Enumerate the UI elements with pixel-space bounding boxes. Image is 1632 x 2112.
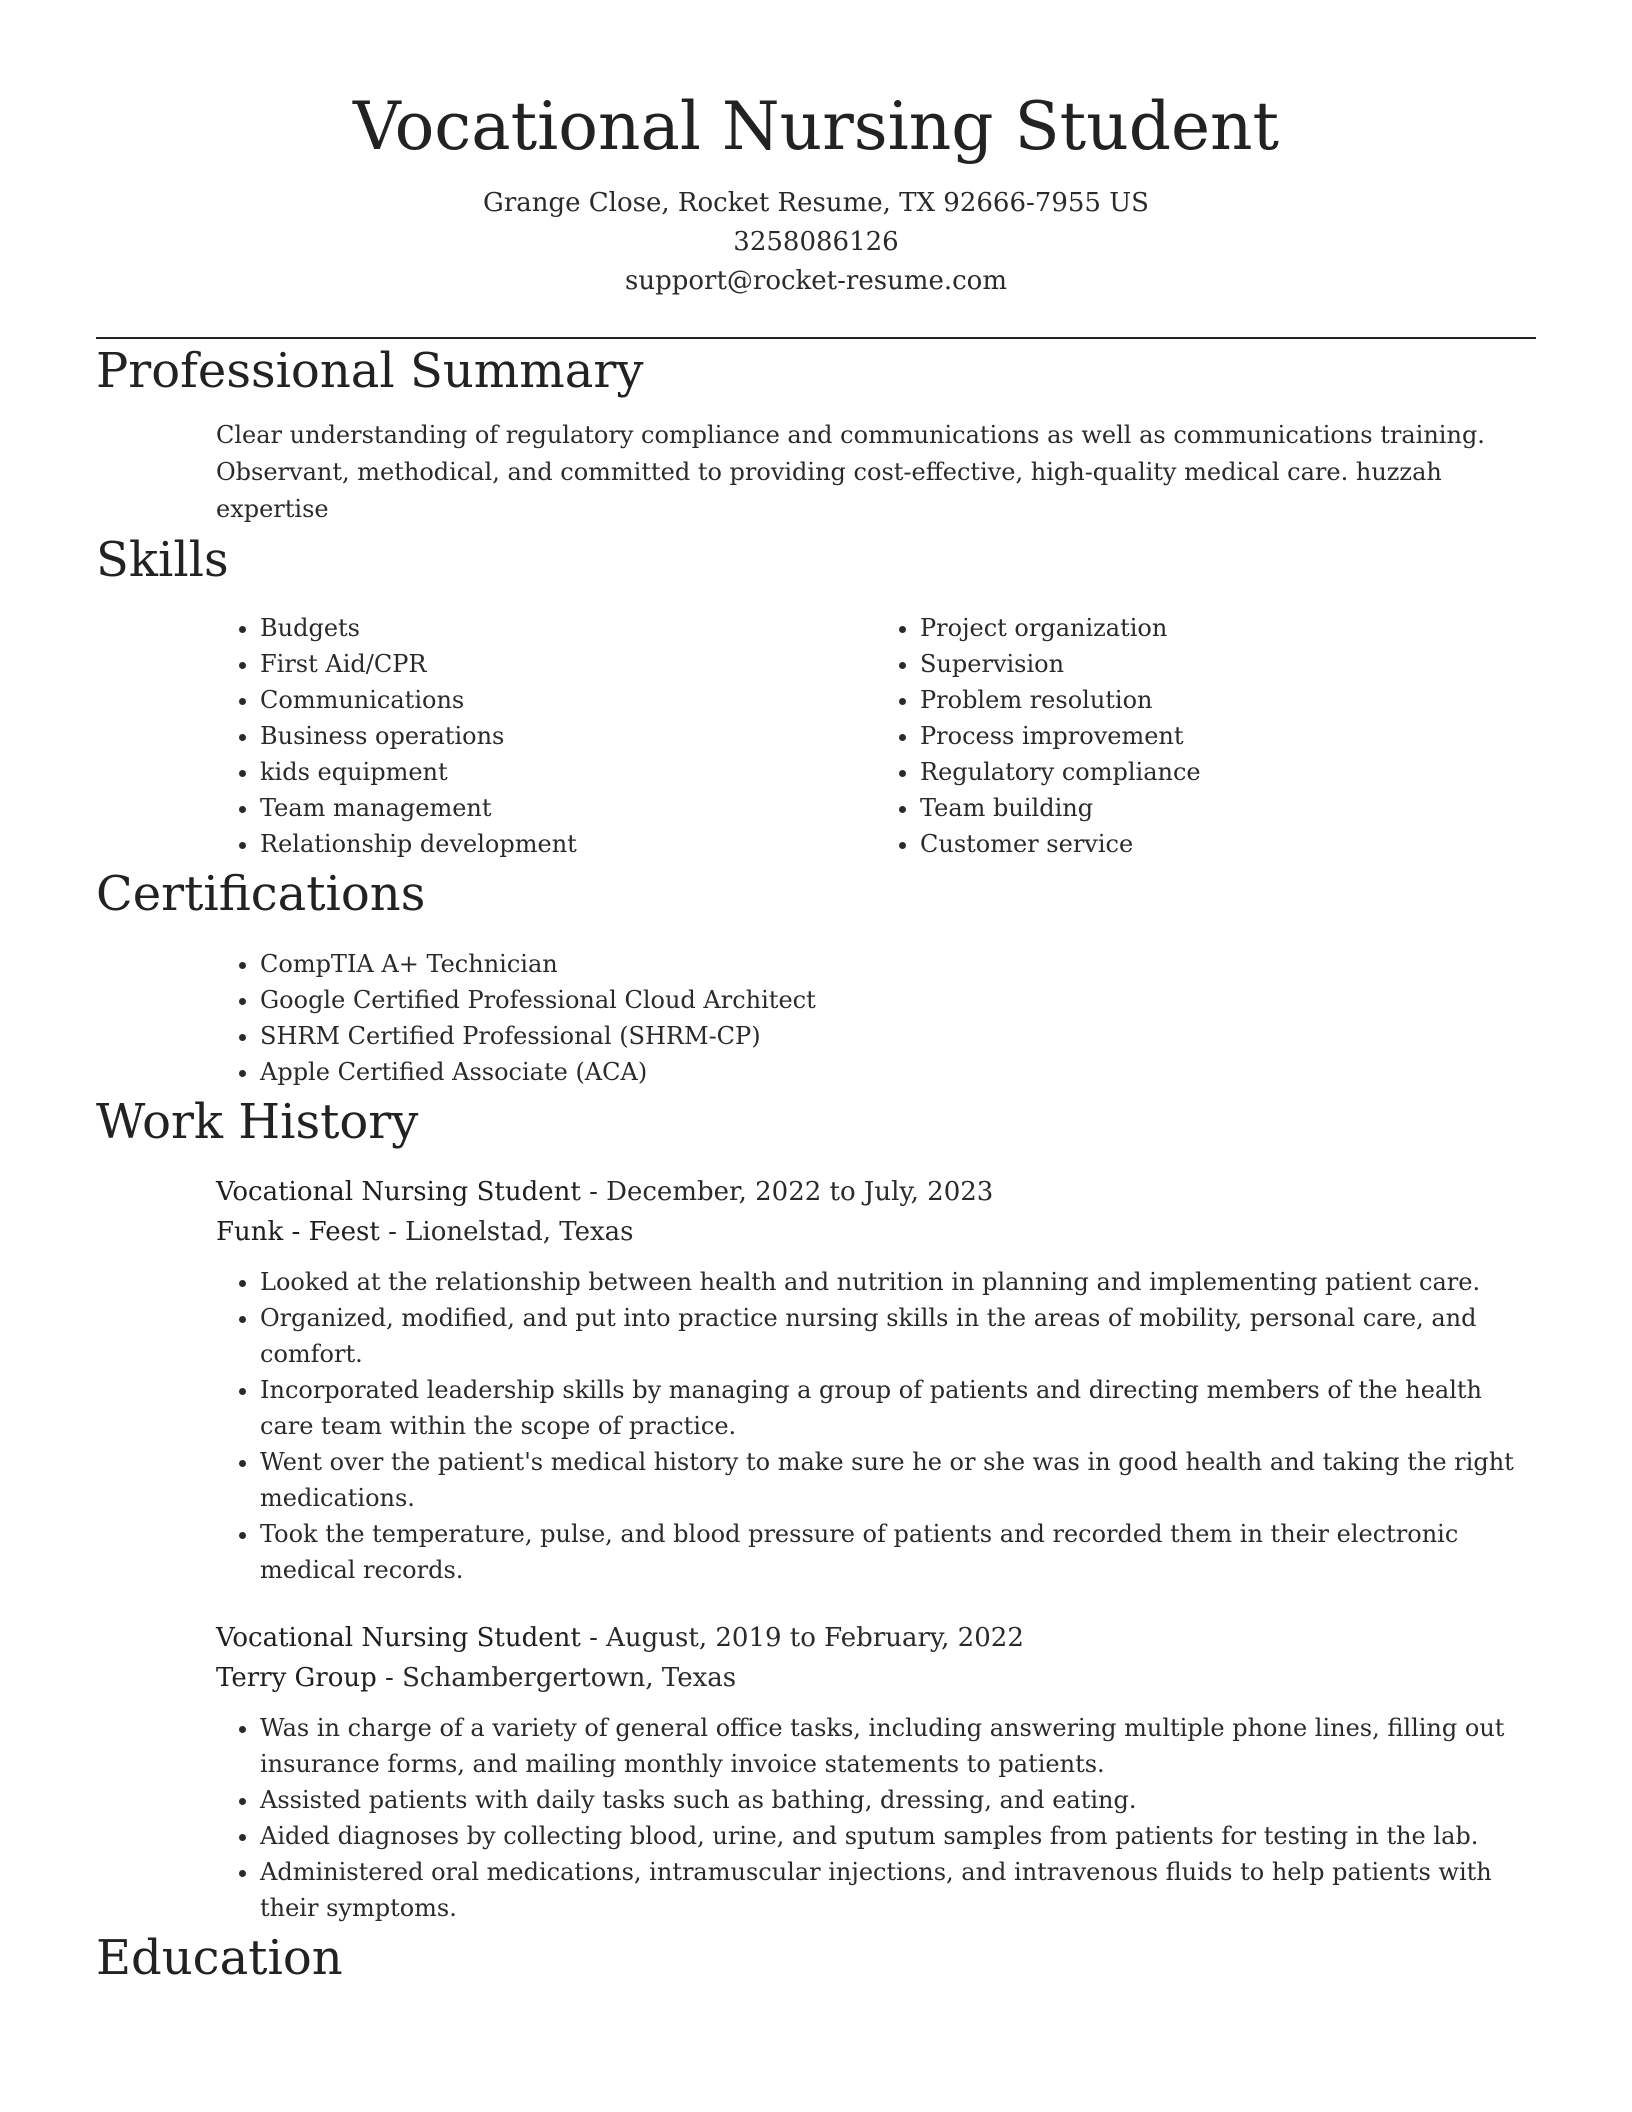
resume-page bbox=[96, 0, 1536, 1990]
job-role: Vocational Nursing Student bbox=[216, 1177, 581, 1207]
skill-item: • Customer service bbox=[920, 826, 1536, 862]
candidate-name: Vocational Nursing Student bbox=[352, 88, 1280, 165]
job-title-line bbox=[216, 1172, 1536, 1212]
job-entry bbox=[216, 1172, 1536, 1588]
skills-list bbox=[216, 610, 1536, 862]
job-duty: • Assisted patients with daily tasks such as bathing, dressing, and eating. bbox=[260, 1782, 1536, 1818]
skill-item: • Problem resolution bbox=[920, 682, 1536, 718]
skill-item: • Communications bbox=[260, 682, 876, 718]
summary-heading: Professional Summary bbox=[96, 343, 644, 399]
skill-item: • Project organization bbox=[920, 610, 1536, 646]
job-duty: • Took the temperature, pulse, and blood pressure of patients and recorded them in their electronic medical records. bbox=[260, 1516, 1536, 1588]
resume-header bbox=[96, 0, 1536, 301]
certifications-list bbox=[216, 946, 1536, 1090]
skills-heading: Skills bbox=[96, 532, 229, 588]
contact-phone: 3258086126 bbox=[733, 227, 899, 257]
contact-email: support@rocket-resume.com bbox=[624, 266, 1007, 296]
skill-item: • Business operations bbox=[260, 718, 876, 754]
job-location: Schambergertown, Texas bbox=[402, 1663, 737, 1693]
job-duty: • Aided diagnoses by collecting blood, urine, and sputum samples from patients for testing in the lab. bbox=[260, 1818, 1536, 1854]
skill-item: • kids equipment bbox=[260, 754, 876, 790]
separator: - bbox=[589, 1177, 607, 1207]
skill-item: • Budgets bbox=[260, 610, 876, 646]
job-dates: August, 2019 to February, 2022 bbox=[606, 1623, 1024, 1653]
job-title-line bbox=[216, 1618, 1536, 1658]
job-duty: • Organized, modified, and put into practice nursing skills in the areas of mobility, personal care, and comfort. bbox=[260, 1300, 1536, 1372]
skill-item: • Process improvement bbox=[920, 718, 1536, 754]
separator: - bbox=[385, 1663, 403, 1693]
summary-text: Clear understanding of regulatory compliance and communications as well as communications training. Observant, methodical, and committed to providing cost-effective, high-quality medical care. huzzah expertise bbox=[216, 421, 1485, 523]
skill-item: • Team building bbox=[920, 790, 1536, 826]
separator: - bbox=[388, 1217, 406, 1247]
certification-item: • Google Certified Professional Cloud Architect bbox=[260, 982, 1536, 1018]
skill-item: • Supervision bbox=[920, 646, 1536, 682]
job-company: Terry Group bbox=[216, 1663, 377, 1693]
job-role: Vocational Nursing Student bbox=[216, 1623, 581, 1653]
contact-info bbox=[96, 184, 1536, 301]
job-duties bbox=[216, 1710, 1536, 1926]
job-company-line bbox=[216, 1658, 1536, 1698]
skills-column-left bbox=[216, 610, 876, 862]
skills-column-right bbox=[876, 610, 1536, 862]
job-duty: • Looked at the relationship between health and nutrition in planning and implementing patient care. bbox=[260, 1264, 1536, 1300]
job-duty: • Administered oral medications, intramuscular injections, and intravenous fluids to help patients with their symptoms. bbox=[260, 1854, 1536, 1926]
job-location: Lionelstad, Texas bbox=[405, 1217, 634, 1247]
separator: - bbox=[589, 1623, 607, 1653]
certification-item: • CompTIA A+ Technician bbox=[260, 946, 1536, 982]
work-history-heading: Work History bbox=[96, 1094, 419, 1150]
job-company: Funk - Feest bbox=[216, 1217, 380, 1247]
job-entry bbox=[216, 1618, 1536, 1926]
education-heading: Education bbox=[96, 1930, 343, 1986]
certification-item: • Apple Certified Associate (ACA) bbox=[260, 1054, 1536, 1090]
job-duty: • Incorporated leadership skills by managing a group of patients and directing members of the health care team within the scope of practice. bbox=[260, 1372, 1536, 1444]
job-company-line bbox=[216, 1212, 1536, 1252]
skill-item: • First Aid/CPR bbox=[260, 646, 876, 682]
contact-address: Grange Close, Rocket Resume, TX 92666-7955 US bbox=[483, 188, 1149, 218]
job-duties bbox=[216, 1264, 1536, 1588]
certification-item: • SHRM Certified Professional (SHRM-CP) bbox=[260, 1018, 1536, 1054]
skill-item: • Relationship development bbox=[260, 826, 876, 862]
job-dates: December, 2022 to July, 2023 bbox=[606, 1177, 994, 1207]
job-duty: • Went over the patient's medical history to make sure he or she was in good health and taking the right medications. bbox=[260, 1444, 1536, 1516]
skill-item: • Team management bbox=[260, 790, 876, 826]
job-duty: • Was in charge of a variety of general office tasks, including answering multiple phone lines, filling out insurance forms, and mailing monthly invoice statements to patients. bbox=[260, 1710, 1536, 1782]
skill-item: • Regulatory compliance bbox=[920, 754, 1536, 790]
certifications-heading: Certifications bbox=[96, 866, 426, 922]
